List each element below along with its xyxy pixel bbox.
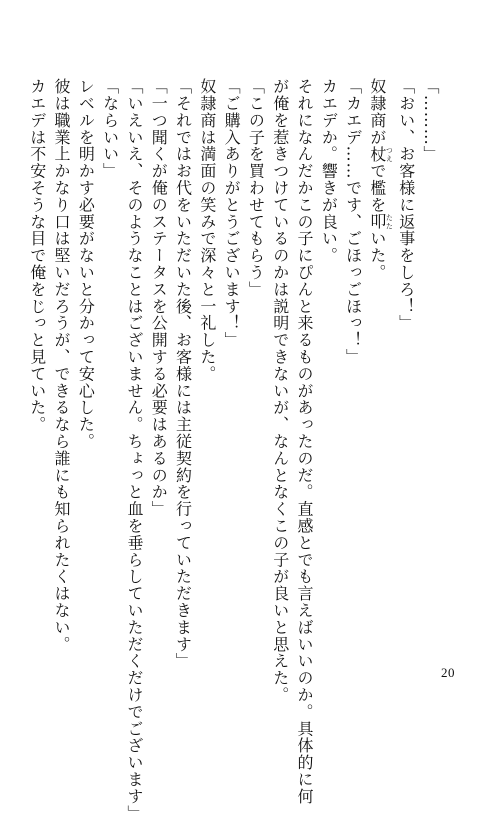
text-line: 「一つ聞くが俺のステータスを公開する必要はあるのか」: [149, 78, 169, 518]
ruby-reading: つえ: [385, 145, 394, 163]
text-fragment: いた。: [367, 230, 387, 281]
vertical-text-body: [24, 78, 442, 822]
text-line: 「おい、お客様に返事をしろ！」: [396, 78, 416, 332]
text-line: 彼は職業上かなり口は堅いだろうが、できるなら誰にも知られたくはない。: [52, 78, 72, 653]
text-line: 「………」: [421, 78, 440, 163]
text-line: カエデは不安そうな目で俺をじっと見ていた。: [27, 78, 47, 433]
ruby-word: [367, 213, 394, 231]
text-line: 「カエデ……です、ごほっごほっ！」: [343, 78, 363, 366]
page-number: 20: [441, 665, 455, 680]
text-line: レベルを明かす必要がないと分かって安心した。: [76, 78, 96, 450]
text-line: 「それではお代をいただいた後、お客様には主従契約を行っていただきます」: [173, 78, 193, 670]
ruby-base: 杖: [367, 145, 387, 163]
ruby-word: [367, 145, 394, 163]
text-fragment: で檻を: [367, 162, 387, 214]
text-line: それになんだかこの子にぴんと来るものがあったのだ。直感とでも言えばいいのか。具体的に何: [295, 78, 315, 805]
text-line: カエデか。響きが良い。: [319, 78, 339, 264]
text-line-with-ruby: [365, 78, 394, 668]
ruby-reading: たた: [385, 213, 394, 231]
ruby-base: 叩: [367, 213, 387, 231]
text-line: 「この子を買わせてもらう」: [246, 78, 266, 298]
text-fragment: 奴隷商が: [367, 78, 387, 146]
text-line: 「ならいい」: [100, 78, 120, 180]
text-line: が俺を惹きつけているのかは説明できないが、なんとなくこの子が良いと思えた。: [270, 78, 290, 704]
text-line: 奴隷商は満面の笑みで深々と一礼した。: [197, 78, 217, 383]
text-line: 「ご購入ありがとうございます！」: [222, 78, 242, 349]
text-line: 「いえいえ、そのようなことはございません。ちょっと血を垂らしていただくだけでございます」: [124, 78, 144, 822]
